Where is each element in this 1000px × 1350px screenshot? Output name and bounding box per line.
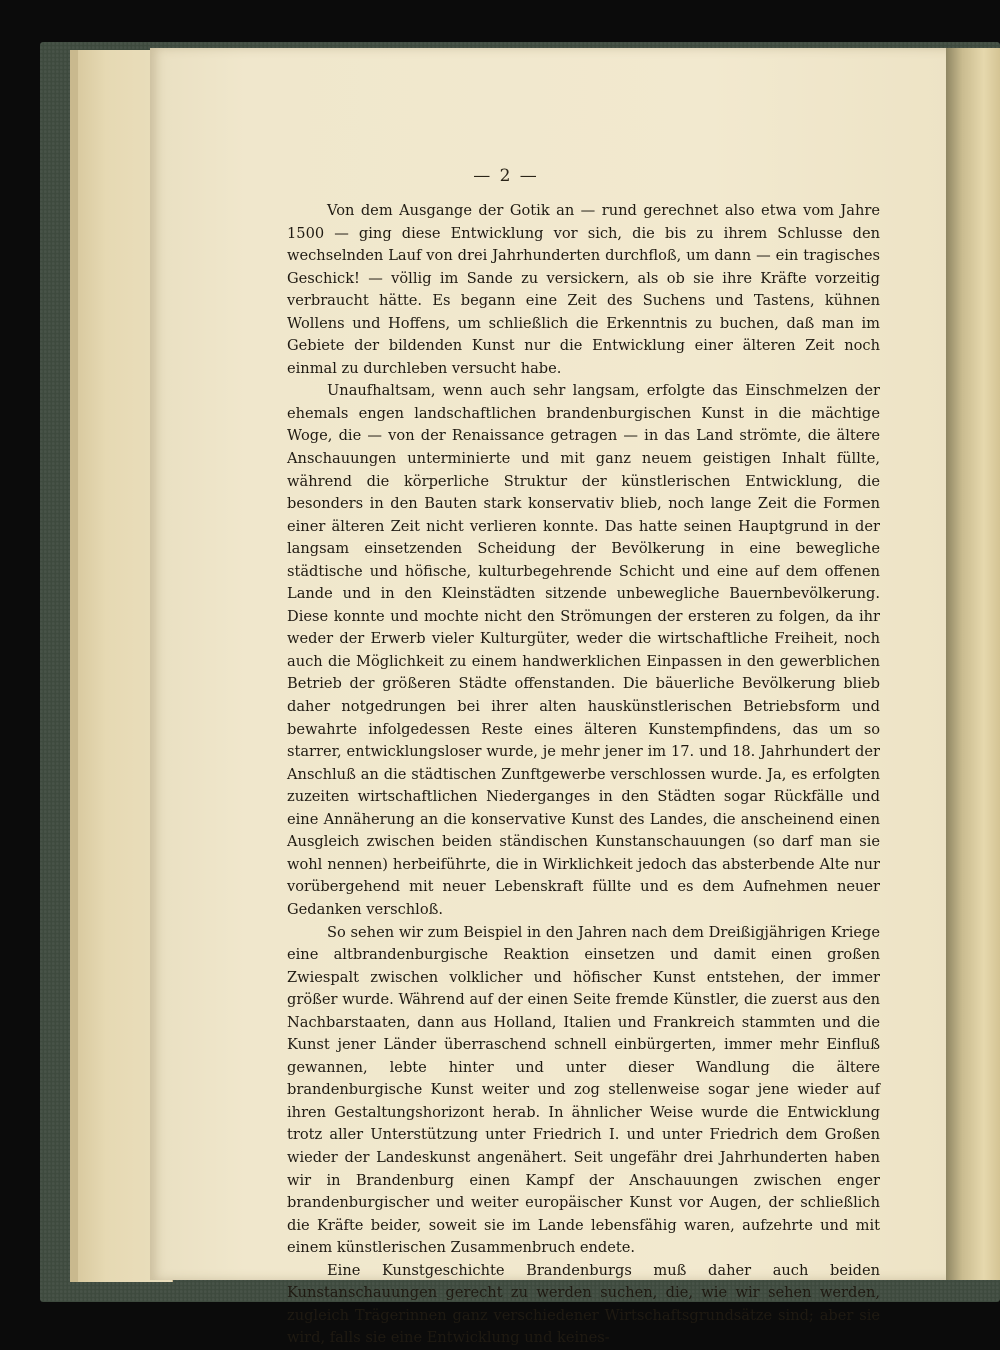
paragraph: So sehen wir zum Beispiel in den Jahren nach dem Dreißigjährigen Kriege eine altbrandenburgische Reaktion einsetzen und damit einen großen Zwiespalt zwischen volklicher und höfischer Kunst entstehen, der immer größer wurde. Während auf der einen Seite fremde Künstler, die zuerst aus den Nachbarstaaten, dann aus Holland, Italien und Frankreich stammten und die Kunst jener Länder überraschend schnell einbürgerten, immer mehr Einfluß gewannen, lebte hinter und unter dieser Wandlung die ältere brandenburgische Kunst weiter und zog stellenweise sogar jene wieder auf ihren Gestaltungshorizont herab. In ähnlicher Weise wurde die Entwicklung trotz aller Unterstützung unter Friedrich I. und unter Friedrich dem Großen wieder der Landeskunst angenähert. Seit ungefähr drei Jahrhunderten haben wir in Brandenburg einen Kampf der Anschauungen zwischen enger brandenburgischer und weiter europäischer Kunst vor Augen, der schließlich die Kräfte beider, soweit sie im Lande lebensfähig waren, aufzehrte und mit einem künstlerischen Zusammenbruch endete. [287,923,880,1257]
paragraph: Unaufhaltsam, wenn auch sehr langsam, erfolgte das Einschmelzen der ehemals engen landschaftlichen brandenburgischen Kunst in die mächtige Woge, die — von der Renaissance getragen — in das Land strömte, die ältere Anschauungen unterminierte und mit ganz neuem geistigen Inhalt füllte, während die körperliche Struktur der künstlerischen Entwicklung, die besonders in den Bauten stark konservativ blieb, noch lange Zeit die Formen einer älteren Zeit nicht verlieren konnte. Das hatte seinen Hauptgrund in der langsam einsetzenden Scheidung der Bevölkerung in eine bewegliche städtische und höfische, kulturbegehrende Schicht und eine auf dem offenen Lande und in den Kleinstädten sitzende unbewegliche Bauernbevölkerung. Diese konnte und mochte nicht den Strömungen der ersteren zu folgen, da ihr weder der Erwerb vieler Kulturgüter, weder die wirtschaftliche Freiheit, noch auch die Möglichkeit zu einem handwerklichen Einpassen in den gewerblichen Betrieb der größeren Städte offenstanden. Die bäuerliche Bevölkerung blieb daher notgedrungen bei ihrer alten hauskünstlerischen Betriebsform und bewahrte infolgedessen Reste eines älteren Kunstempfindens, das um so starrer, entwicklungsloser wurde, je mehr jener im 17. und 18. Jahrhundert der Anschluß an die städtischen Zunftgewerbe verschlossen wurde. Ja, es erfolgten zuzeiten wirtschaftlichen Niederganges in den Städten sogar Rückfälle und eine Annäherung an die konservative Kunst des Landes, die anscheinend einen Ausgleich zwischen beiden ständischen Kunstanschauungen (so darf man sie wohl nennen) herbeiführte, die in Wirklichkeit jedoch das absterbende Alte nur vorübergehend mit neuer Lebenskraft füllte und es dem Aufnehmen neuer Gedanken verschloß. [287,382,880,918]
paragraph: Eine Kunstgeschichte Brandenburgs muß daher auch beiden Kunstanschauungen gerecht zu werden suchen, die, wie wir sehen werden, zugleich Trägerinnen ganz verschiedener Wirtschaftsgrundsätze sind; aber sie wird, falls sie eine Entwicklung und keines- [287,1261,880,1347]
page-number: — 2 — [473,166,539,186]
body-text [287,200,880,1350]
paragraph: Von dem Ausgange der Gotik an — rund gerechnet also etwa vom Jahre 1500 — ging diese Entwicklung vor sich, die bis zu ihrem Schlusse den wechselnden Lauf von drei Jahrhunderten durchfloß, um dann — ein tragisches Geschick! — völlig im Sande zu versickern, als ob sie ihre Kräfte vorzeitig verbraucht hätte. Es begann eine Zeit des Suchens und Tastens, kühnen Wollens und Hoffens, um schließlich die Erkenntnis zu buchen, daß man im Gebiete der bildenden Kunst nur die Entwicklung einer älteren Zeit noch einmal zu durchleben versucht habe. [287,202,880,377]
book-gutter [946,48,1000,1280]
